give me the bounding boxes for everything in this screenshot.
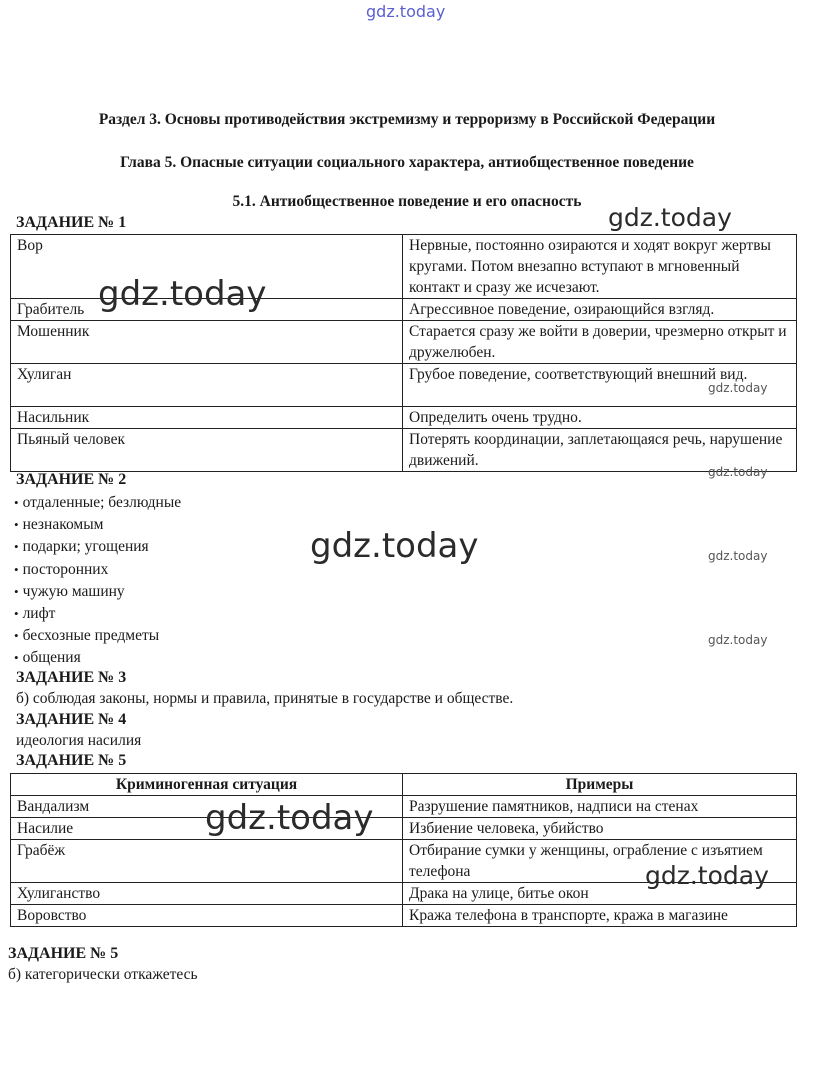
- table-row: [11, 407, 797, 429]
- watermark: gdz.today: [708, 465, 768, 479]
- type-cell: Вор: [11, 235, 403, 299]
- type-cell: Насильник: [11, 407, 403, 429]
- paragraph-heading: 5.1. Антиобщественное поведение и его опасность: [232, 193, 582, 210]
- watermark: gdz.today: [205, 798, 374, 838]
- example-cell: Драка на улице, битье окон: [403, 883, 797, 905]
- list-item: • бесхозные предметы: [14, 625, 181, 647]
- task-2-title: ЗАДАНИЕ № 2: [16, 471, 127, 488]
- description-cell: Старается сразу же войти в доверии, чрезмерно открыт и дружелюбен.: [403, 321, 797, 364]
- task-1-title: ЗАДАНИЕ № 1: [16, 214, 127, 231]
- watermark: gdz.today: [708, 381, 768, 395]
- situation-cell: Насилие: [11, 818, 403, 840]
- description-cell: Грубое поведение, соответствующий внешний вид.: [403, 364, 797, 407]
- list-item: • чужую машину: [14, 581, 181, 603]
- task-5-table: [10, 773, 797, 927]
- type-cell: Мошенник: [11, 321, 403, 364]
- situation-cell: Вандализм: [11, 796, 403, 818]
- description-cell: Нервные, постоянно озираются и ходят вокруг жертвы кругами. Потом внезапно вступают в мгновенный контакт и сразу же исчезают.: [403, 235, 797, 299]
- task-4-answer: идеология насилия: [16, 732, 142, 749]
- type-cell: Пьяный человек: [11, 429, 403, 472]
- description-cell: Определить очень трудно.: [403, 407, 797, 429]
- watermark: gdz.today: [98, 274, 267, 314]
- type-cell: Грабитель: [11, 299, 403, 321]
- description-cell: Потерять координации, заплетающаяся речь, нарушение движений.: [403, 429, 797, 472]
- situation-cell: Воровство: [11, 905, 403, 927]
- example-cell: Разрушение памятников, надписи на стенах: [403, 796, 797, 818]
- list-item: • подарки; угощения: [14, 536, 181, 558]
- example-cell: Избиение человека, убийство: [403, 818, 797, 840]
- example-cell: Отбирание сумки у женщины, ограбление с изъятием телефона: [403, 840, 797, 883]
- watermark-top: gdz.today: [366, 2, 446, 21]
- task-5-title: ЗАДАНИЕ № 5: [16, 752, 127, 769]
- table-row: [11, 905, 797, 927]
- table-row: [11, 364, 797, 407]
- table-row: [11, 429, 797, 472]
- table-row: [11, 321, 797, 364]
- column-header: Криминогенная ситуация: [11, 774, 403, 796]
- watermark: gdz.today: [310, 526, 479, 566]
- watermark: gdz.today: [708, 633, 768, 647]
- example-cell: Кража телефона в транспорте, кража в магазине: [403, 905, 797, 927]
- section-heading: Раздел 3. Основы противодействия экстремизму и терроризму в Российской Федерации: [98, 111, 716, 128]
- list-item: • лифт: [14, 603, 181, 625]
- task-3-title: ЗАДАНИЕ № 3: [16, 669, 127, 686]
- task-6-title: ЗАДАНИЕ № 5: [8, 945, 119, 962]
- column-header: Примеры: [403, 774, 797, 796]
- list-item: • незнакомым: [14, 514, 181, 536]
- watermark: gdz.today: [645, 861, 769, 890]
- type-cell: Хулиган: [11, 364, 403, 407]
- list-item: • отдаленные; безлюдные: [14, 492, 181, 514]
- table-row: [11, 796, 797, 818]
- table-row: [11, 818, 797, 840]
- situation-cell: Хулиганство: [11, 883, 403, 905]
- task-6-answer: б) категорически откажетесь: [8, 966, 198, 983]
- watermark: gdz.today: [608, 203, 732, 232]
- table-header-row: [11, 774, 797, 796]
- list-item: • общения: [14, 647, 181, 669]
- task-1-table: [10, 234, 797, 472]
- situation-cell: Грабёж: [11, 840, 403, 883]
- task-3-answer: б) соблюдая законы, нормы и правила, принятые в государстве и обществе.: [16, 690, 514, 707]
- chapter-heading: Глава 5. Опасные ситуации социального характера, антиобщественное поведение: [120, 154, 694, 171]
- list-item: • посторонних: [14, 559, 181, 581]
- description-cell: Агрессивное поведение, озирающийся взгляд.: [403, 299, 797, 321]
- watermark: gdz.today: [708, 549, 768, 563]
- task-4-title: ЗАДАНИЕ № 4: [16, 711, 127, 728]
- task-2-list: [14, 492, 181, 670]
